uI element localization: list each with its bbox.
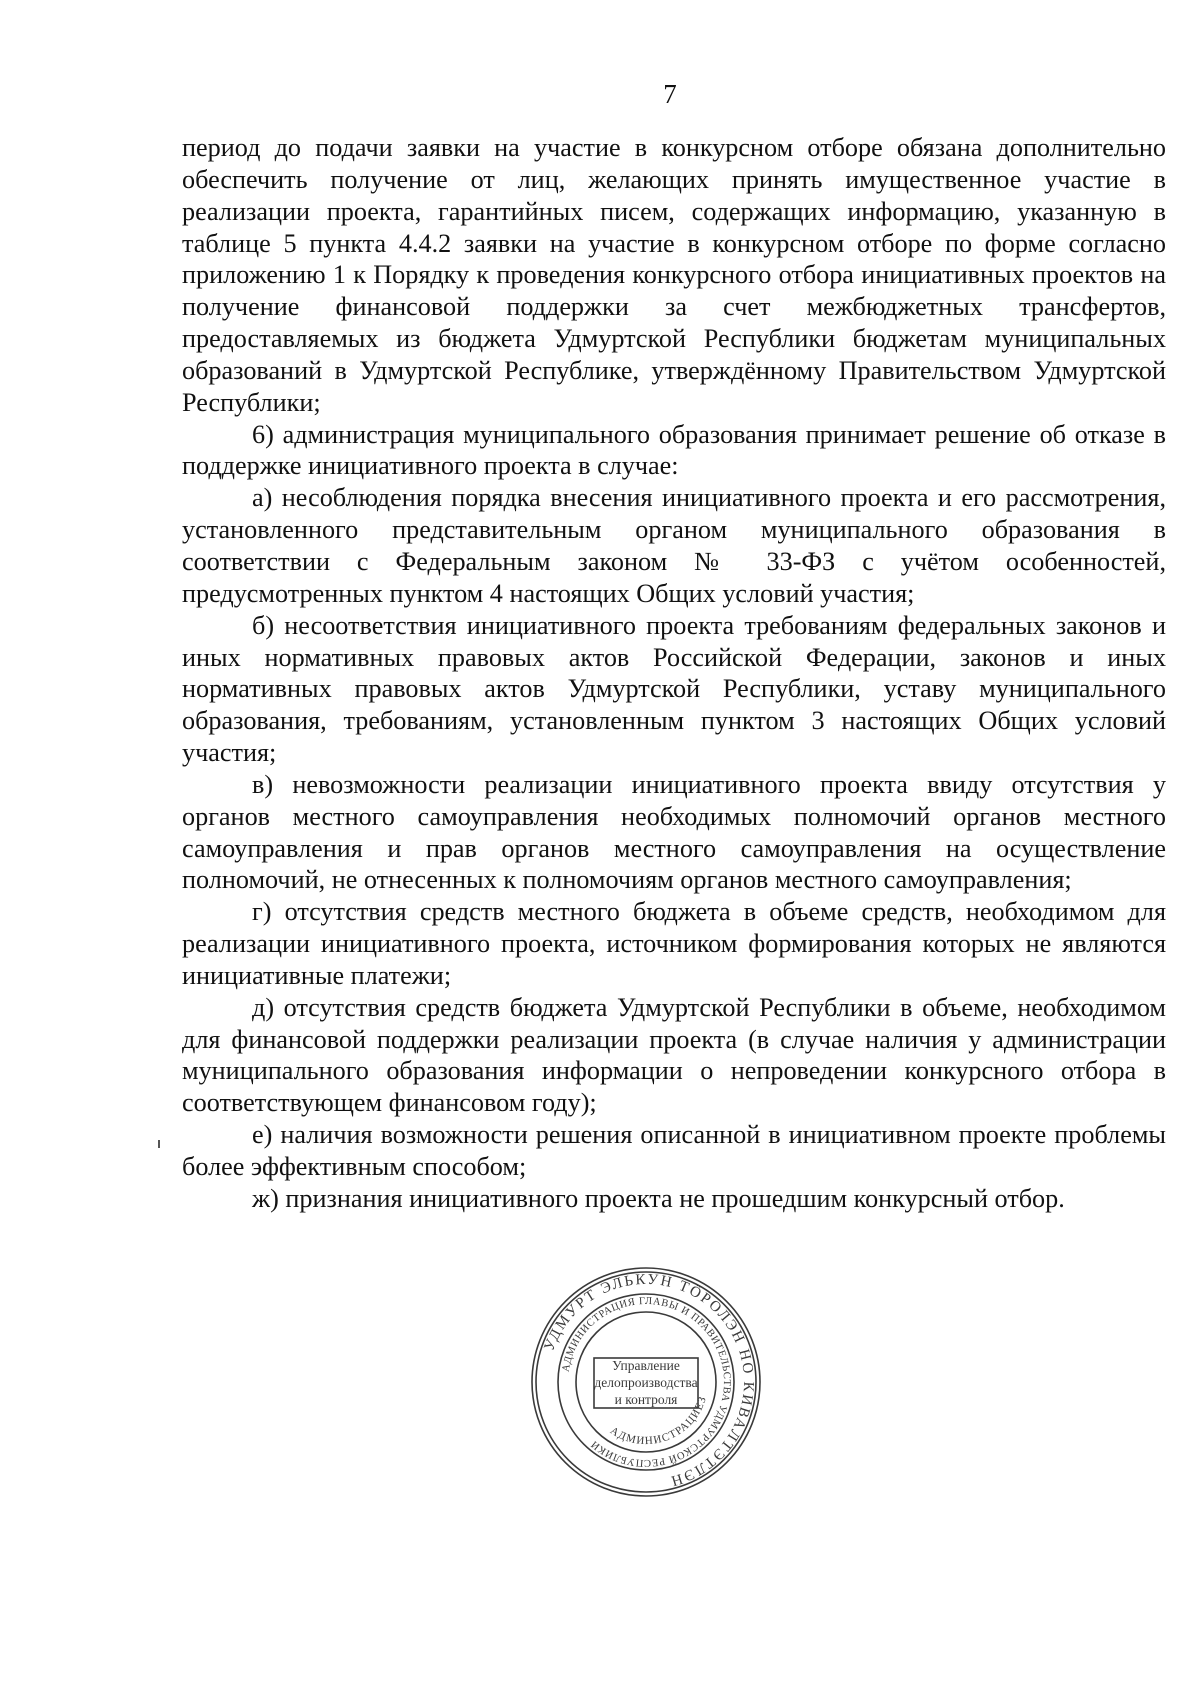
seal-inner-text: АДМИНИСТРАЦИЕЗ xyxy=(607,1394,710,1448)
seal-graphic xyxy=(526,1262,766,1502)
svg-text:АДМИНИСТРАЦИЕЗ xyxy=(608,1394,709,1447)
seal-middle-text: АДМИНИСТРАЦИЯ ГЛАВЫ И ПРАВИТЕЛЬСТВА УДМУРТСКОЙ РЕСПУБЛИКИ xyxy=(560,1295,733,1469)
paragraph-continuation: период до подачи заявки на участие в конкурсном отборе обязана дополнительно обеспечить получение от лиц, желающих принять имущественное участие в реализации проекта, гарантийных писем, содержащих информацию, указанную в таблице 5 пункта 4.4.2 заявки на участие в конкурсном отборе по форме согласно приложению 1 к Порядку к проведения конкурсного отбора инициативных проектов на получение финансовой поддержки за счет межбюджетных трансфертов, предоставляемых из бюджета Удмуртской Республики бюджетам муниципальных образований в Удмуртской Республике, утверждённому Правительством Удмуртской Республики; xyxy=(182,133,1166,417)
paragraph-item-6: 6) администрация муниципального образования принимает решение об отказе в поддержке инициативного проекта в случае: xyxy=(182,419,1166,481)
paragraph-subitem-v: в) невозможности реализации инициативного проекта ввиду отсутствия у органов местного самоуправления необходимых полномочий органов местного самоуправления и прав органов местного самоуправления на осуществление полномочий, не отнесенных к полномочиям органов местного самоуправления; xyxy=(182,769,1166,895)
official-seal-stamp xyxy=(526,1262,766,1502)
paragraph-subitem-e: е) наличия возможности решения описанной в инициативном проекте проблемы более эффективным способом; xyxy=(182,1120,1166,1181)
paragraph-subitem-a: а) несоблюдения порядка внесения инициативного проекта и его рассмотрения, установленного представительным органом муниципального образования в соответствии с Федеральным законом № 33-ФЗ с учётом особенностей, предусмотренных пунктом 4 настоящих Общих условий участия; xyxy=(182,483,1166,608)
page-number: 7 xyxy=(663,79,677,109)
paragraph-subitem-g: г) отсутствия средств местного бюджета в объеме средств, необходимом для реализации инициативного проекта, источником формирования которых не являются инициативные платежи; xyxy=(182,897,1166,990)
seal-center-line-3: и контроля xyxy=(614,1391,678,1407)
paragraph-subitem-zh: ж) признания инициативного проекта не прошедшим конкурсный отбор. xyxy=(252,1183,1065,1213)
paragraph-subitem-b: б) несоответствия инициативного проекта требованиям федеральных законов и иных нормативных правовых актов Российской Федерации, законов и иных нормативных правовых актов Удмуртской Республики, уставу муниципального образования, требованиям, установленным пунктом 3 настоящих Общих условий участия; xyxy=(182,610,1166,768)
margin-mark xyxy=(158,1140,160,1148)
document-body xyxy=(182,132,1166,1215)
seal-center-line-2: делопроизводства xyxy=(594,1374,698,1390)
paragraph-subitem-d: д) отсутствия средств бюджета Удмуртской Республики в объеме, необходимом для финансовой поддержки реализации проекта (в случае наличия у администрации муниципального образования информации о непроведении конкурсного отбора в соответствующем финансовом году); xyxy=(182,992,1166,1118)
seal-outer-text: УДМУРТ ЭЛЬКУН ТӦРОЛЭН НО КИВАЛТЭТЛЭН xyxy=(541,1271,757,1490)
seal-center-line-1: Управление xyxy=(612,1357,680,1373)
